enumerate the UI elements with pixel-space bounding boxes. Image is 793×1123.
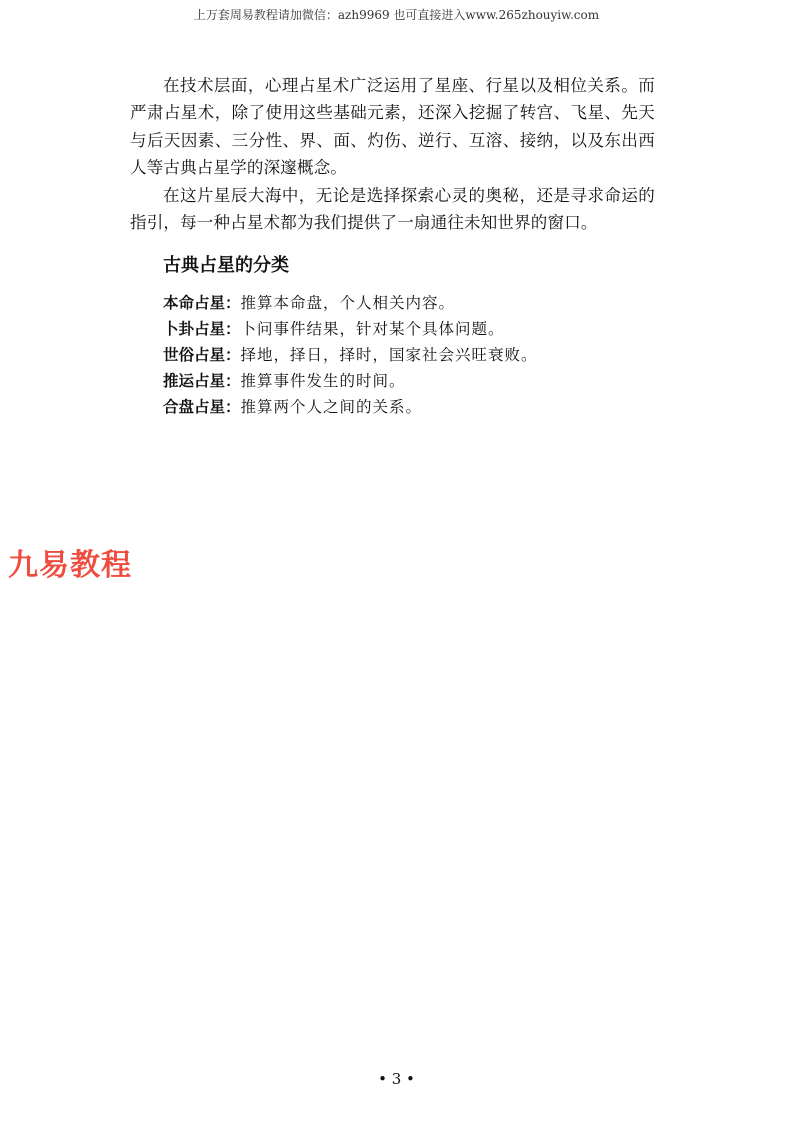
classification-description: 卜问事件结果，针对某个具体问题。 bbox=[240, 320, 505, 339]
classification-term: 合盘占星 bbox=[163, 398, 226, 417]
page-number: • 3 • bbox=[378, 1070, 415, 1088]
watermark-logo: 九易教程 bbox=[8, 548, 132, 583]
term-separator: ： bbox=[225, 320, 241, 339]
section-heading: 古典占星的分类 bbox=[163, 255, 289, 277]
list-item bbox=[163, 368, 655, 394]
classification-term: 世俗占星 bbox=[163, 346, 226, 365]
classification-list bbox=[163, 290, 655, 420]
classification-term: 本命占星 bbox=[163, 294, 226, 313]
list-item bbox=[163, 290, 655, 316]
classification-term: 推运占星 bbox=[163, 372, 226, 391]
page-body bbox=[130, 72, 655, 420]
classification-description: 择地，择日，择时，国家社会兴旺衰败。 bbox=[240, 346, 538, 365]
classification-term: 卜卦占星 bbox=[163, 320, 226, 339]
header-note: 上万套周易教程请加微信：azh9969 也可直接进入www.265zhouyiw.com bbox=[193, 8, 600, 22]
body-paragraph: 在技术层面，心理占星术广泛运用了星座、行星以及相位关系。而严肃占星术，除了使用这些基础元素，还深入挖掘了转宫、飞星、先天与后天因素、三分性、界、面、灼伤、逆行、互溶、接纳，以及东出西人等古典占星学的深邃概念。 bbox=[130, 76, 655, 178]
body-paragraph: 在这片星辰大海中，无论是选择探索心灵的奥秘，还是寻求命运的指引，每一种占星术都为我们提供了一扇通往未知世界的窗口。 bbox=[130, 185, 655, 233]
term-separator: ： bbox=[225, 346, 241, 365]
classification-description: 推算两个人之间的关系。 bbox=[240, 398, 423, 417]
term-separator: ： bbox=[225, 398, 241, 417]
list-item bbox=[163, 394, 655, 420]
classification-description: 推算事件发生的时间。 bbox=[240, 372, 406, 391]
list-item bbox=[163, 342, 655, 368]
classification-description: 推算本命盘，个人相关内容。 bbox=[240, 294, 456, 313]
term-separator: ： bbox=[225, 294, 241, 313]
list-item bbox=[163, 316, 655, 342]
term-separator: ： bbox=[225, 372, 241, 391]
